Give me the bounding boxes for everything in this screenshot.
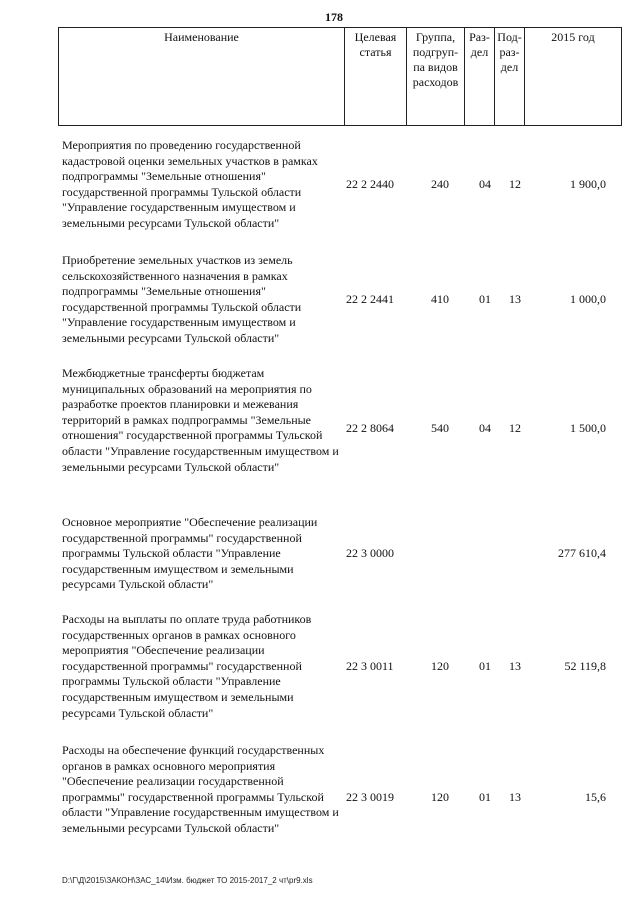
row-target-code: 22 3 0000 (346, 546, 394, 560)
header-target-article: Целевая статья (345, 28, 407, 125)
row-group: 540 (431, 421, 449, 435)
page-number: 178 (325, 10, 343, 24)
row-target-code: 22 2 2440 (346, 177, 394, 191)
row-group: 410 (431, 292, 449, 306)
row-name: Приобретение земельных участков из земель сельскохозяйственного назначения в рамках подпрограммы "Земельные отношения" государственной программы Тульской области "Управление государственным имуществом и земельными ресурсами Тульской области" (62, 253, 302, 345)
row-subsection: 12 (509, 177, 521, 191)
row-name: Межбюджетные трансферты бюджетам муниципальных образований на мероприятия по разработке проектов планировки и межевания территорий в рамках подпрограммы "Земельные отношения" государственной программы Тульской области "Управление государственным имуществом и земельными ресурсами Тульской области" (62, 366, 339, 474)
row-subsection: 13 (509, 659, 521, 673)
header-expense-group: Группа, подгруп-па видов расходов (407, 28, 465, 125)
row-amount: 15,6 (585, 790, 606, 804)
row-group: 120 (431, 790, 449, 804)
row-amount: 1 900,0 (570, 177, 606, 191)
row-subsection: 13 (509, 790, 521, 804)
row-section: 01 (479, 790, 491, 804)
row-target-code: 22 3 0011 (346, 659, 394, 673)
row-subsection: 12 (509, 421, 521, 435)
row-amount: 1 000,0 (570, 292, 606, 306)
row-section: 04 (479, 177, 491, 191)
header-name: Наименование (59, 28, 345, 125)
header-subsection: Под-раз-дел (495, 28, 525, 125)
row-amount: 1 500,0 (570, 421, 606, 435)
row-amount: 52 119,8 (564, 659, 606, 673)
row-section: 01 (479, 659, 491, 673)
row-group: 240 (431, 177, 449, 191)
row-name: Расходы на выплаты по оплате труда работников государственных органов в рамках основного мероприятия "Обеспечение реализации государственной программы" государственной программы Тульской области "Управление государственным имуществом и земельными ресурсами Тульской области" (62, 612, 312, 720)
row-target-code: 22 3 0019 (346, 790, 394, 804)
row-name: Основное мероприятие "Обеспечение реализации государственной программы" государственной программы Тульской области "Управление государственным имуществом и земельными ресурсами Тульской области" (62, 515, 318, 592)
row-group: 120 (431, 659, 449, 673)
row-subsection: 13 (509, 292, 521, 306)
header-section: Раз-дел (465, 28, 495, 125)
row-section: 04 (479, 421, 491, 435)
row-name: Мероприятия по проведению государственной кадастровой оценки земельных участков в рамках подпрограммы "Земельные отношения" государственной программы Тульской области "Управление государственным имуществом и земельными ресурсами Тульской области" (62, 138, 318, 230)
table-header (58, 27, 622, 126)
row-target-code: 22 2 2441 (346, 292, 394, 306)
row-name: Расходы на обеспечение функций государственных органов в рамках основного мероприятия "Обеспечение реализации государственной программы" государственной программы Тульской области "Управление государственным имуществом и земельными ресурсами Тульской области" (62, 743, 339, 835)
row-target-code: 22 2 8064 (346, 421, 394, 435)
header-year: 2015 год (551, 30, 595, 44)
row-section: 01 (479, 292, 491, 306)
row-amount: 277 610,4 (558, 546, 606, 560)
file-path-footer: D:\Г\Д\2015\ЗАКОН\ЗАС_14\Изм. бюджет ТО 2015-2017_2 чт\pr9.xls (62, 876, 313, 885)
